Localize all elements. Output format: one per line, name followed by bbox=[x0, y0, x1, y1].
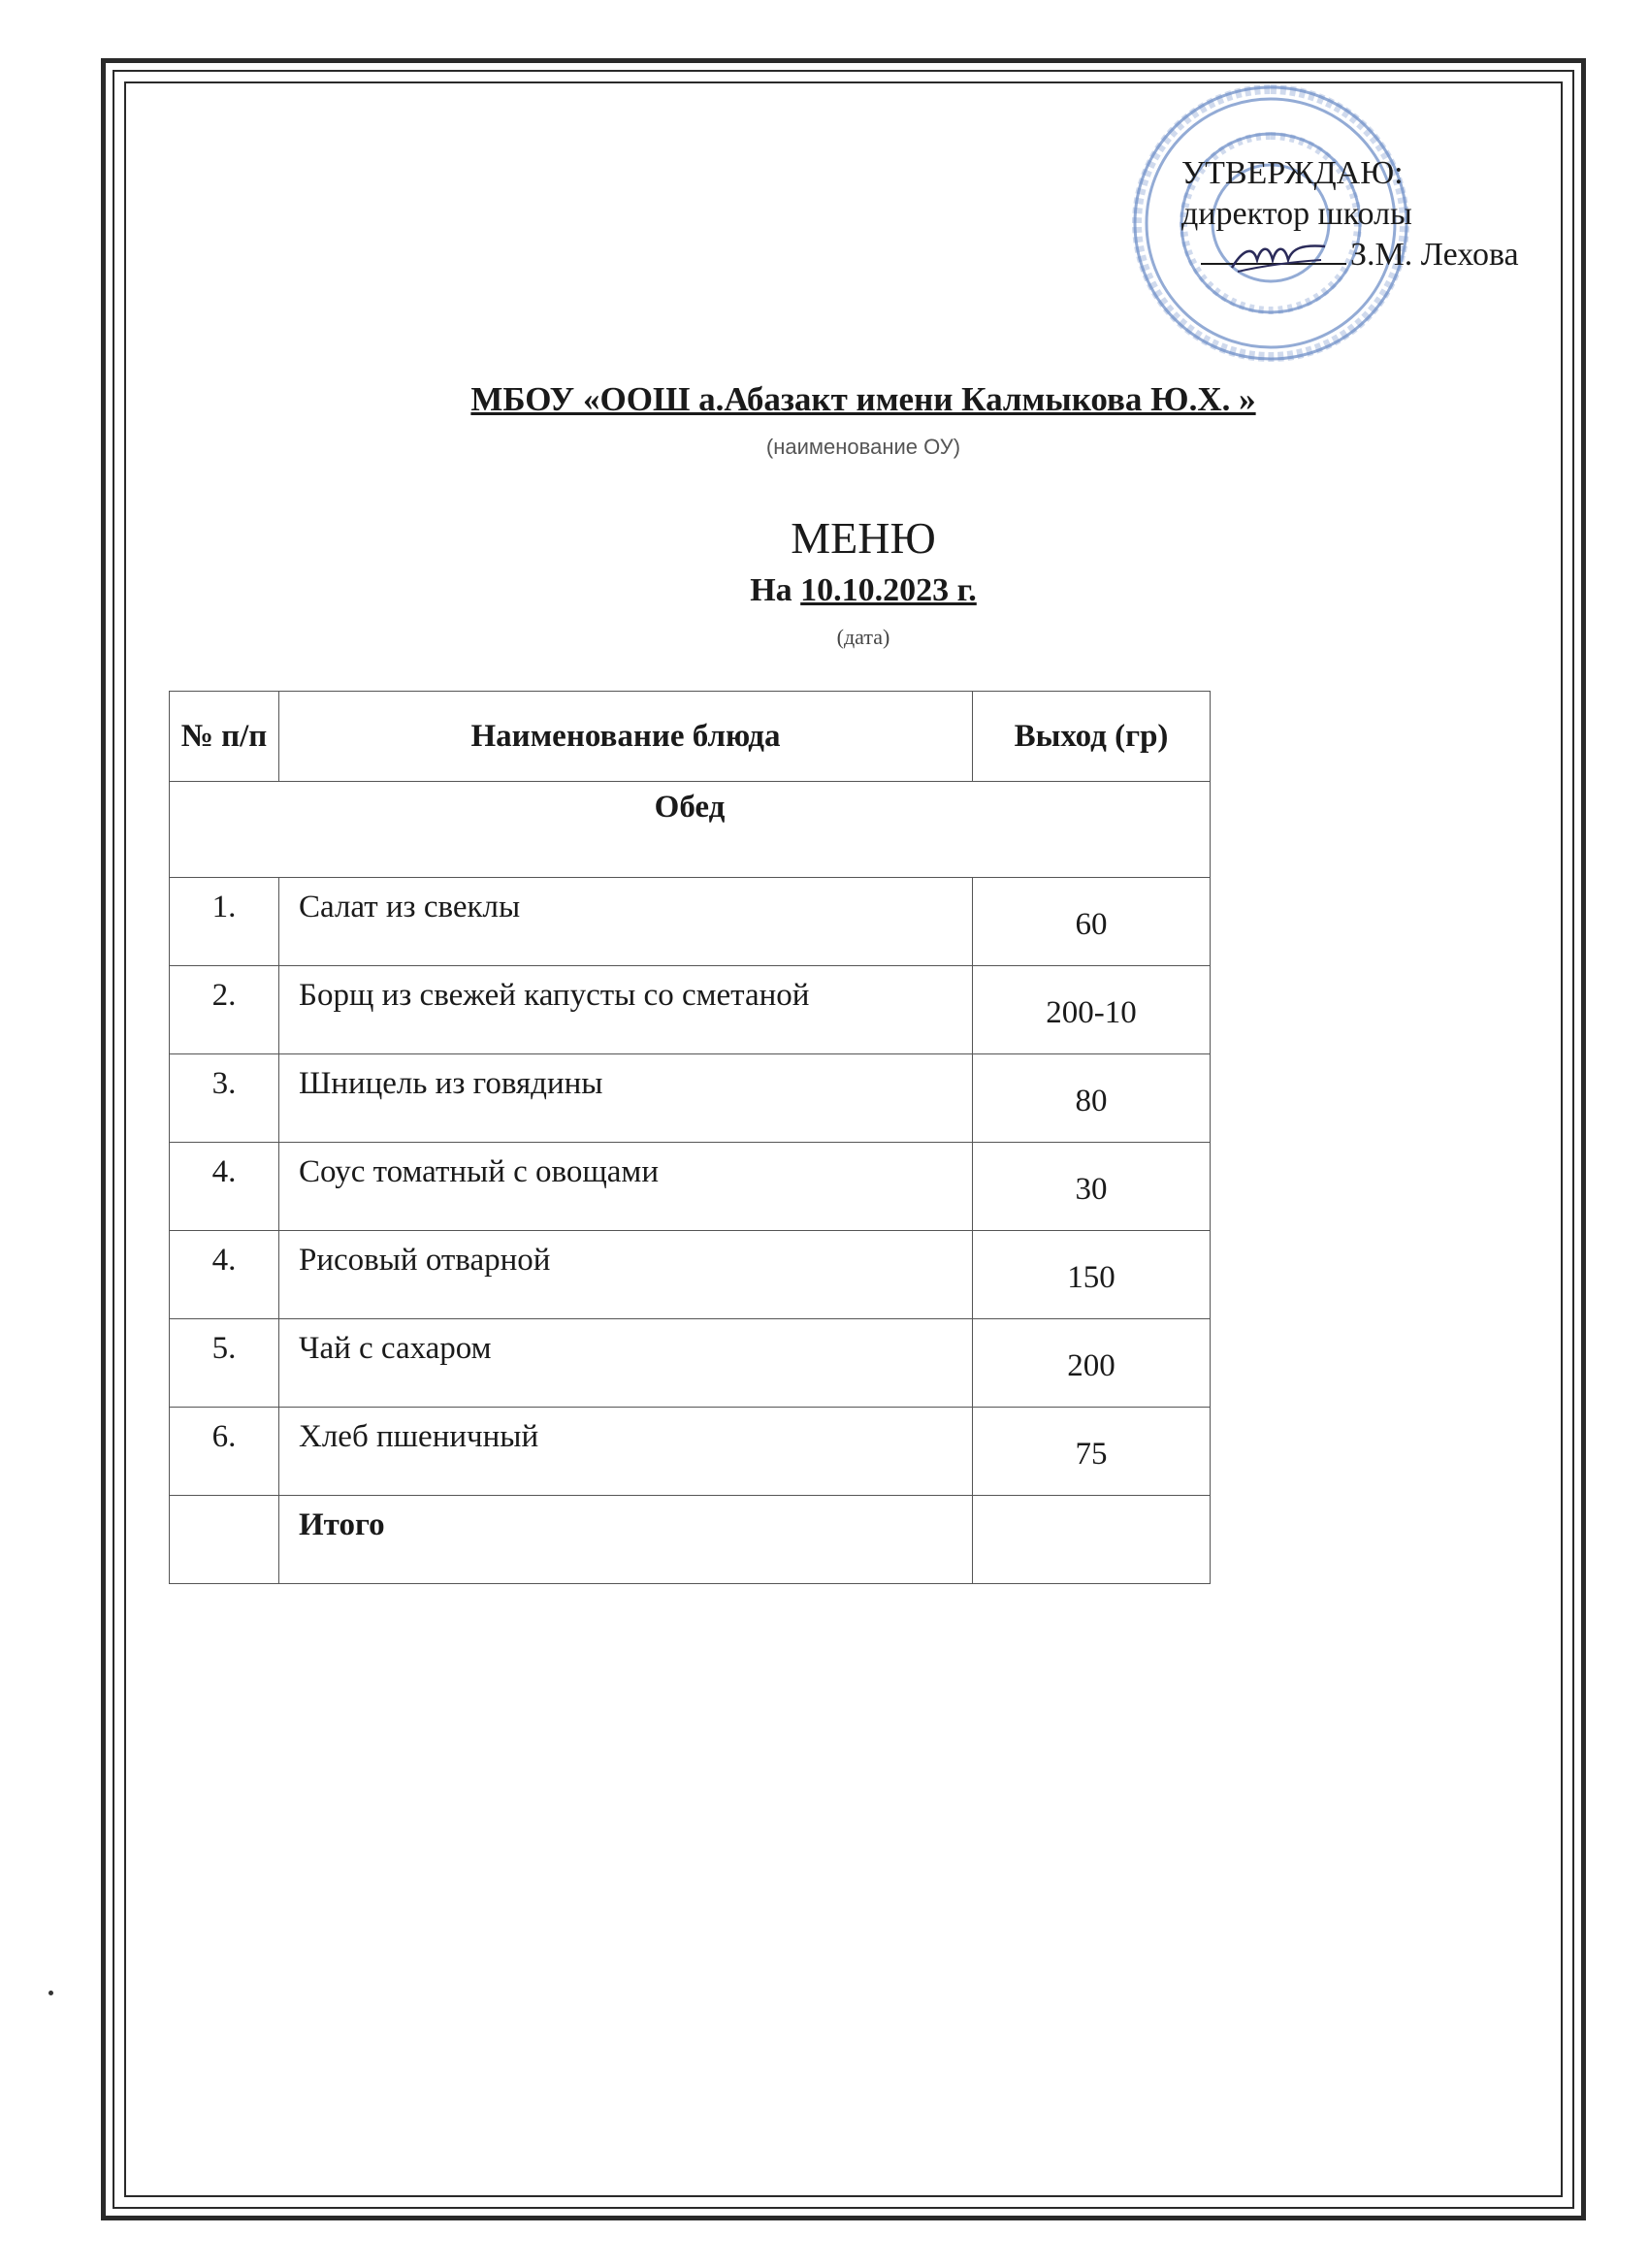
row-num: 3. bbox=[170, 1054, 279, 1143]
table-row bbox=[170, 1231, 1211, 1319]
table-row bbox=[170, 1054, 1211, 1143]
total-value bbox=[973, 1496, 1211, 1584]
row-qty: 80 bbox=[973, 1054, 1211, 1143]
approval-heading: УТВЕРЖДАЮ: bbox=[1181, 155, 1404, 191]
row-dish: Борщ из свежей капусты со сметаной bbox=[279, 966, 973, 1054]
total-label: Итого bbox=[279, 1496, 973, 1584]
table-row bbox=[170, 1143, 1211, 1231]
row-dish: Рисовый отварной bbox=[279, 1231, 973, 1319]
table-header-row bbox=[170, 692, 1211, 782]
date-value: 10.10.2023 г. bbox=[800, 572, 977, 608]
row-qty: 200-10 bbox=[973, 966, 1211, 1054]
date-caption: (дата) bbox=[836, 625, 890, 649]
table-row bbox=[170, 878, 1211, 966]
section-label: Обед bbox=[170, 782, 1211, 878]
row-dish: Шницель из говядины bbox=[279, 1054, 973, 1143]
row-dish: Чай с сахаром bbox=[279, 1319, 973, 1408]
menu-date bbox=[0, 572, 1649, 609]
row-num: 4. bbox=[170, 1143, 279, 1231]
total-num-cell bbox=[170, 1496, 279, 1584]
header-name: Наименование блюда bbox=[279, 692, 973, 782]
row-num: 4. bbox=[170, 1231, 279, 1319]
approval-position: директор школы bbox=[1181, 196, 1412, 232]
row-qty: 200 bbox=[973, 1319, 1211, 1408]
date-prefix: На bbox=[750, 572, 792, 608]
row-qty: 150 bbox=[973, 1231, 1211, 1319]
menu-title: МЕНЮ bbox=[791, 513, 936, 563]
approval-name: З.М. Лехова bbox=[1350, 237, 1519, 273]
organization-caption: (наименование ОУ) bbox=[765, 435, 961, 459]
row-num: 1. bbox=[170, 878, 279, 966]
handwritten-signature bbox=[1224, 239, 1331, 277]
table-row bbox=[170, 1319, 1211, 1408]
total-row bbox=[170, 1496, 1211, 1584]
section-row bbox=[170, 782, 1211, 878]
row-num: 5. bbox=[170, 1319, 279, 1408]
row-num: 2. bbox=[170, 966, 279, 1054]
table-row bbox=[170, 1408, 1211, 1496]
row-qty: 30 bbox=[973, 1143, 1211, 1231]
organization-name: МБОУ «ООШ а.Абазакт имени Калмыкова Ю.Х. » bbox=[470, 380, 1256, 418]
row-dish: Соус томатный с овощами bbox=[279, 1143, 973, 1231]
row-dish: Хлеб пшеничный bbox=[279, 1408, 973, 1496]
table-row bbox=[170, 966, 1211, 1054]
row-dish: Салат из свеклы bbox=[279, 878, 973, 966]
header-num: № п/п bbox=[170, 692, 279, 782]
menu-table bbox=[169, 691, 1211, 1584]
row-qty: 60 bbox=[973, 878, 1211, 966]
scan-speck bbox=[48, 1991, 53, 1995]
header-qty: Выход (гр) bbox=[973, 692, 1211, 782]
row-num: 6. bbox=[170, 1408, 279, 1496]
row-qty: 75 bbox=[973, 1408, 1211, 1496]
